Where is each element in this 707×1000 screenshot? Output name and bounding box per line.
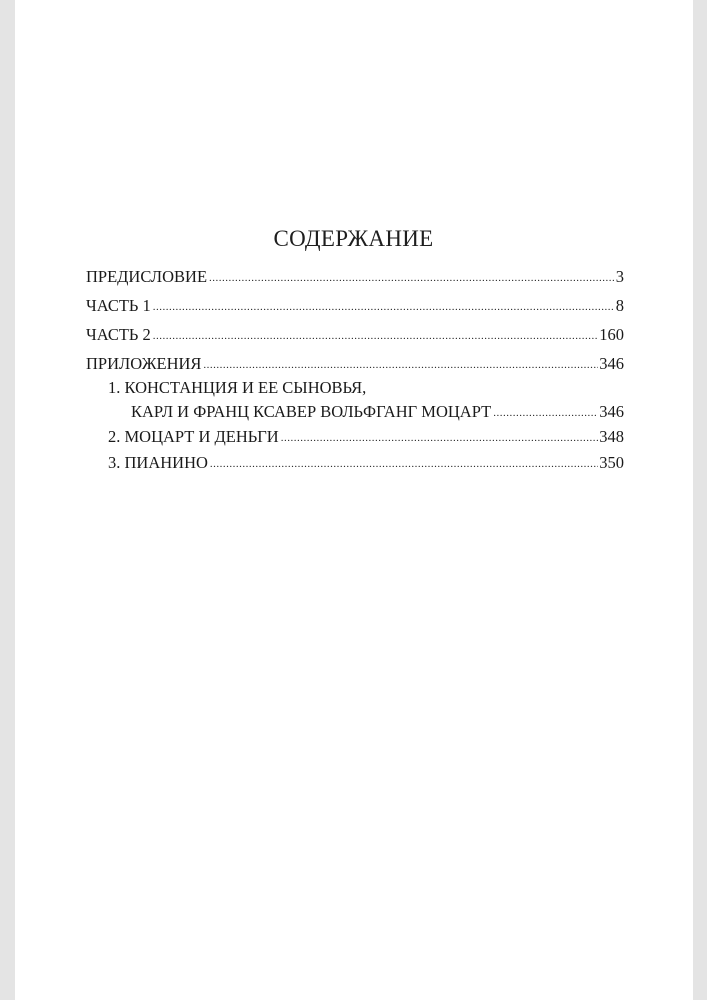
toc-entry-label: 2. МОЦАРТ И ДЕНЬГИ	[108, 427, 279, 446]
toc-entry-appendices	[86, 353, 624, 375]
toc-entry-page: 8	[615, 296, 624, 315]
toc-entry-page: 160	[599, 325, 624, 344]
toc-entry-page: 3	[615, 267, 624, 286]
toc-entry-label: 1. КОНСТАНЦИЯ И ЕЕ СЫНОВЬЯ,	[108, 378, 367, 397]
toc-entry-label: ЧАСТЬ 1	[86, 296, 151, 315]
toc-entry-page: 348	[599, 427, 624, 446]
toc-subentry-1-line1	[108, 377, 624, 399]
dot-leader	[153, 296, 615, 318]
book-page	[15, 0, 693, 1000]
toc-subentry-2	[108, 426, 624, 448]
toc-entry-label: 3. ПИАНИНО	[108, 453, 208, 472]
toc-entry-page: 346	[599, 402, 624, 421]
toc-entry-part-1	[86, 295, 624, 317]
toc-entry-page: 346	[599, 354, 624, 373]
toc-subentry-1-line2	[131, 401, 624, 423]
toc-entry-preface	[86, 266, 624, 288]
toc-entry-label: КАРЛ И ФРАНЦ КСАВЕР ВОЛЬФГАНГ МОЦАРТ	[131, 402, 492, 421]
toc-entry-page: 350	[599, 453, 624, 472]
dot-leader	[281, 427, 599, 449]
dot-leader	[209, 267, 615, 289]
dot-leader	[493, 402, 598, 424]
toc-subentry-3	[108, 452, 624, 474]
toc-entry-part-2	[86, 324, 624, 346]
toc-entry-label: ПРЕДИСЛОВИЕ	[86, 267, 208, 286]
toc-entry-label: ПРИЛОЖЕНИЯ	[86, 354, 202, 373]
dot-leader	[153, 325, 598, 347]
toc-entry-label: ЧАСТЬ 2	[86, 325, 151, 344]
toc-title: СОДЕРЖАНИЕ	[273, 226, 434, 251]
dot-leader	[203, 354, 598, 376]
dot-leader	[210, 453, 598, 475]
